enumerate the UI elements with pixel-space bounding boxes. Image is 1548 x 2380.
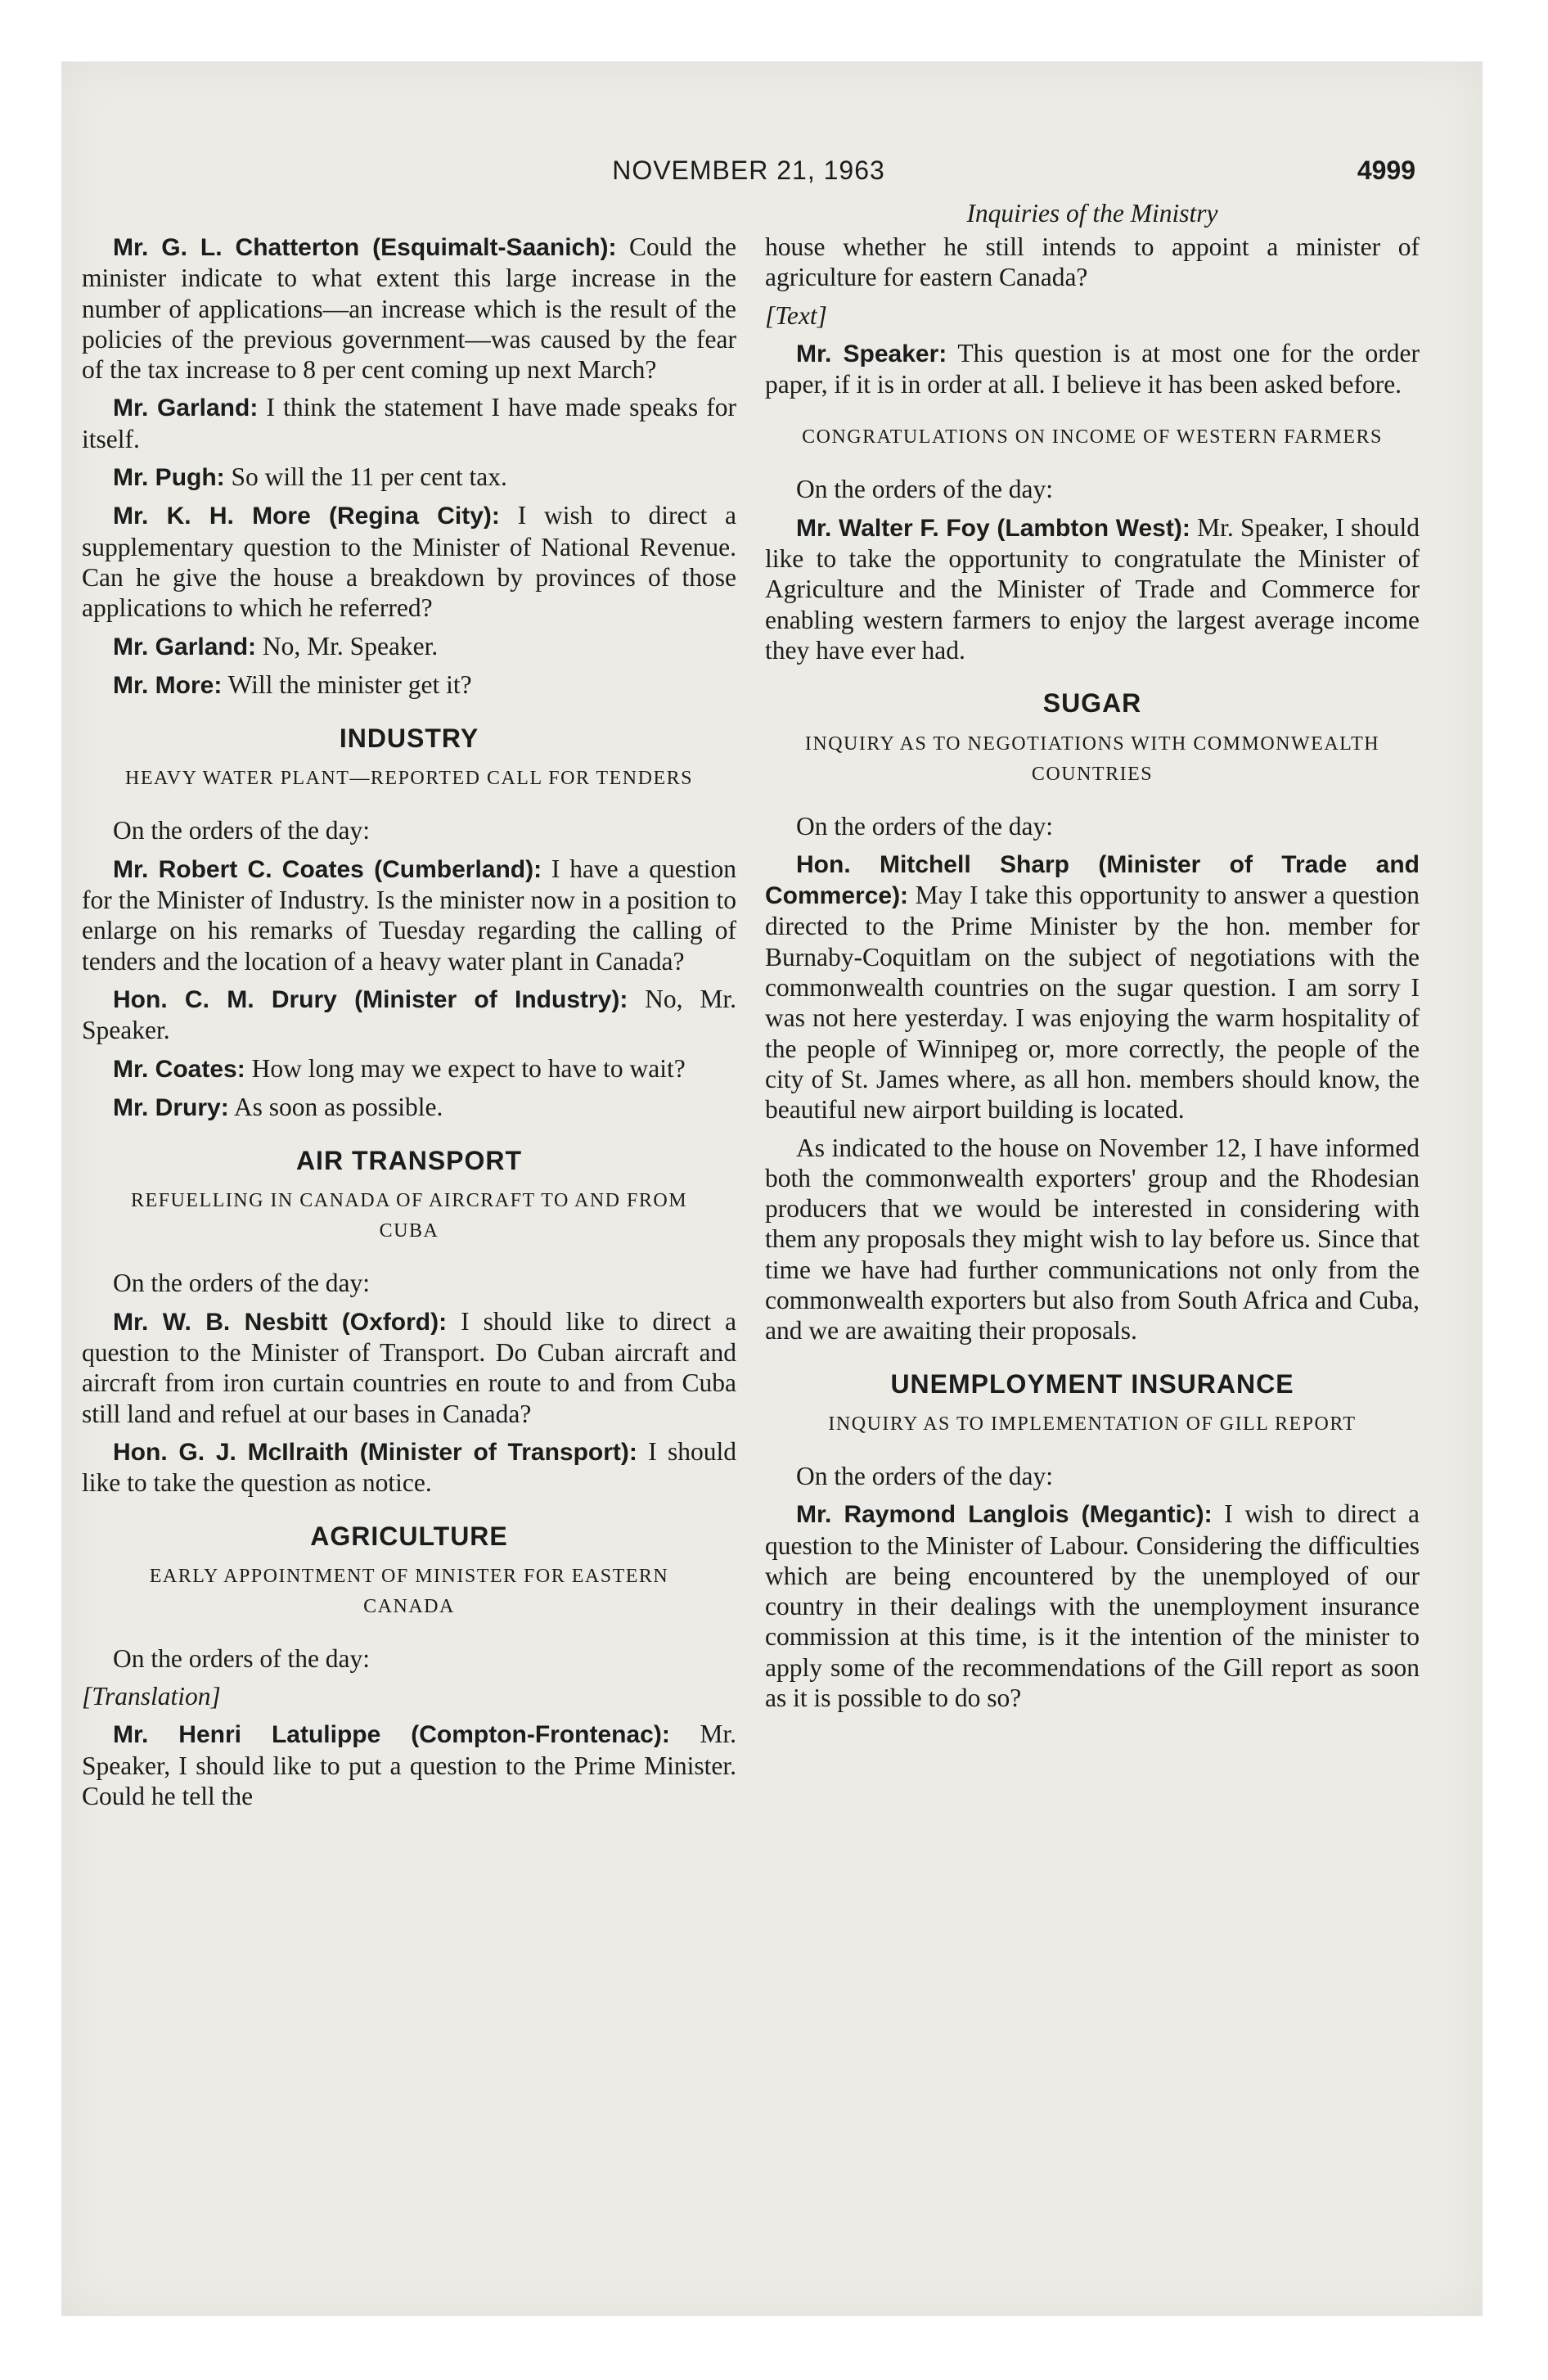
page-header <box>82 156 1415 188</box>
paragraph <box>82 1436 736 1499</box>
orders-of-day: On the orders of the day: <box>796 811 1054 841</box>
speech: I think the statement I have made speaks for itself. <box>82 393 736 453</box>
paragraph <box>82 984 736 1046</box>
speaker: Mr. Drury: <box>113 1093 229 1121</box>
speech: So will the 11 per cent tax. <box>231 462 507 492</box>
subheading-early-appointment: EARLY APPOINTMENT OF MINISTER FOR EASTERN CANADA <box>149 1565 669 1617</box>
speaker: Mr. Walter F. Foy (Lambton West): <box>796 514 1190 542</box>
paragraph <box>82 462 736 493</box>
speaker: Hon. G. J. McIlraith (Minister of Transport): <box>113 1438 637 1466</box>
speaker: Hon. C. M. Drury (Minister of Industry): <box>113 985 628 1013</box>
speaker: Mr. Robert C. Coates (Cumberland): <box>113 855 542 883</box>
speech: I wish to direct a question to the Minister of Labour. Considering the difficulties which are being encountered by the unemployed of our country in their dealings with the unemployment insurance commission at this time, is it the intention of the minister to apply some of the recommendations of the Gill report as soon as it is possible to do so? <box>765 1499 1420 1712</box>
right-column <box>765 232 1420 1720</box>
speech: Will the minister get it? <box>227 669 472 699</box>
paragraph <box>82 392 736 454</box>
speech: I should like to direct a question to the Minister of Transport. Do Cuban aircraft and aircraft from iron curtain countries en route to and from Cuba still land and refuel at our bases in Canada? <box>82 1306 736 1428</box>
translation-note: [Translation] <box>82 1682 221 1711</box>
paragraph <box>82 1719 736 1811</box>
paragraph <box>765 1499 1420 1713</box>
page-number: 4999 <box>1357 156 1415 185</box>
text-note: [Text] <box>765 300 827 330</box>
orders-of-day: On the orders of the day: <box>113 1269 371 1298</box>
speech: No, Mr. Speaker. <box>262 631 439 660</box>
speaker: Mr. Garland: <box>113 633 257 660</box>
section-heading-agriculture: AGRICULTURE <box>310 1521 508 1551</box>
subheading-heavy-water: HEAVY WATER PLANT—REPORTED CALL FOR TENDERS <box>125 768 693 790</box>
speaker: Mr. Raymond Langlois (Megantic): <box>796 1501 1213 1529</box>
speech: Mr. Speaker, I should like to put a question to the Prime Minister. Could he tell the <box>82 1720 736 1810</box>
orders-of-day: On the orders of the day: <box>113 1643 371 1673</box>
speaker: Mr. Henri Latulippe (Compton-Frontenac): <box>113 1721 670 1749</box>
speaker: Mr. Coates: <box>113 1055 245 1083</box>
speaker: Mr. Speaker: <box>796 340 947 367</box>
paragraph <box>82 669 736 701</box>
speaker: Mr. More: <box>113 671 223 699</box>
section-heading-air-transport: AIR TRANSPORT <box>295 1146 523 1176</box>
subheading-gill-report: INQUIRY AS TO IMPLEMENTATION OF GILL REPORT <box>828 1413 1357 1435</box>
paragraph <box>82 854 736 976</box>
subheading-negotiations: INQUIRY AS TO NEGOTIATIONS WITH COMMONWEALTH COUNTRIES <box>804 732 1380 785</box>
speaker: Mr. K. H. More (Regina City): <box>113 503 500 530</box>
speaker: Mr. Garland: <box>113 394 259 422</box>
speech: Mr. Speaker, I should like to take the opportunity to congratulate the Minister of Agriculture and the Minister of Trade and Commerce for enabling western farmers to enjoy the largest average income they have ever had. <box>765 512 1420 665</box>
running-head: Inquiries of the Ministry <box>966 199 1218 228</box>
speech: I have a question for the Minister of Industry. Is the minister now in a position to enlarge on his remarks of Tuesday regarding the calling of tenders and the location of a heavy water plant in Canada? <box>82 854 736 976</box>
subheading-congratulations: CONGRATULATIONS ON INCOME OF WESTERN FARMERS <box>802 426 1383 449</box>
orders-of-day: On the orders of the day: <box>796 1461 1054 1490</box>
paragraph <box>82 1092 736 1123</box>
paragraph <box>765 338 1420 400</box>
section-heading-unemployment-insurance: UNEMPLOYMENT INSURANCE <box>890 1368 1294 1399</box>
speaker: Hon. Mitchell Sharp (Minister of Trade and Commerce): <box>765 850 1420 910</box>
speaker: Mr. G. L. Chatterton (Esquimalt-Saanich): <box>113 234 617 261</box>
paragraph <box>82 1306 736 1429</box>
orders-of-day: On the orders of the day: <box>113 816 371 845</box>
section-heading-sugar: SUGAR <box>1042 688 1142 719</box>
speech: How long may we expect to have to wait? <box>251 1053 686 1083</box>
section-heading-industry: INDUSTRY <box>339 723 479 754</box>
paragraph <box>82 631 736 662</box>
paragraph: house whether he still intends to appoint a minister of agriculture for eastern Canada? <box>765 232 1420 292</box>
paragraph <box>82 500 736 623</box>
speech: I wish to direct a supplementary question to the Minister of National Revenue. Can he give the house a breakdown by provinces of those applications to which he referred? <box>82 501 737 623</box>
paragraph <box>82 1053 736 1084</box>
speaker: Mr. W. B. Nesbitt (Oxford): <box>113 1308 448 1336</box>
paragraph <box>765 849 1420 1125</box>
speech: This question is at most one for the order paper, if it is in order at all. I believe it has been asked before. <box>765 338 1420 399</box>
left-column <box>82 232 736 1819</box>
orders-of-day: On the orders of the day: <box>796 475 1054 504</box>
speech: As soon as possible. <box>233 1092 443 1121</box>
paragraph <box>82 232 736 385</box>
paragraph <box>765 512 1420 665</box>
subheading-refuelling: REFUELLING IN CANADA OF AIRCRAFT TO AND FROM CUBA <box>130 1190 688 1242</box>
paragraph: As indicated to the house on November 12, I have informed both the commonwealth exporters' group and the Rhodesian producers that we would be interested in considering with them any proposals they might wish to lay before us. Since that time we have had further communications not only from the commonwealth exporters but also from South Africa and Cuba, and we are awaiting their proposals. <box>765 1133 1420 1346</box>
speaker: Mr. Pugh: <box>113 464 225 492</box>
speech: May I take this opportunity to answer a question directed to the Prime Minister by the hon. member for Burnaby-Coquitlam on the subject of negotiations with the commonwealth countries on the sugar question. I am sorry I was not here yesterday. I was enjoying the warm hospitality of the people of Winnipeg or, more correctly, the people of the city of St. James where, as all hon. members should know, the beautiful new airport building is located. <box>765 881 1420 1125</box>
speech: I should like to take the question as notice. <box>82 1436 736 1498</box>
speech: No, Mr. Speaker. <box>82 984 737 1045</box>
header-date: NOVEMBER 21, 1963 <box>612 156 885 185</box>
speech: Could the minister indicate to what extent this large increase in the number of applications—an increase which is the result of the policies of the previous government—was caused by the fear of the tax increase to 8 per cent coming up next March? <box>82 232 737 385</box>
